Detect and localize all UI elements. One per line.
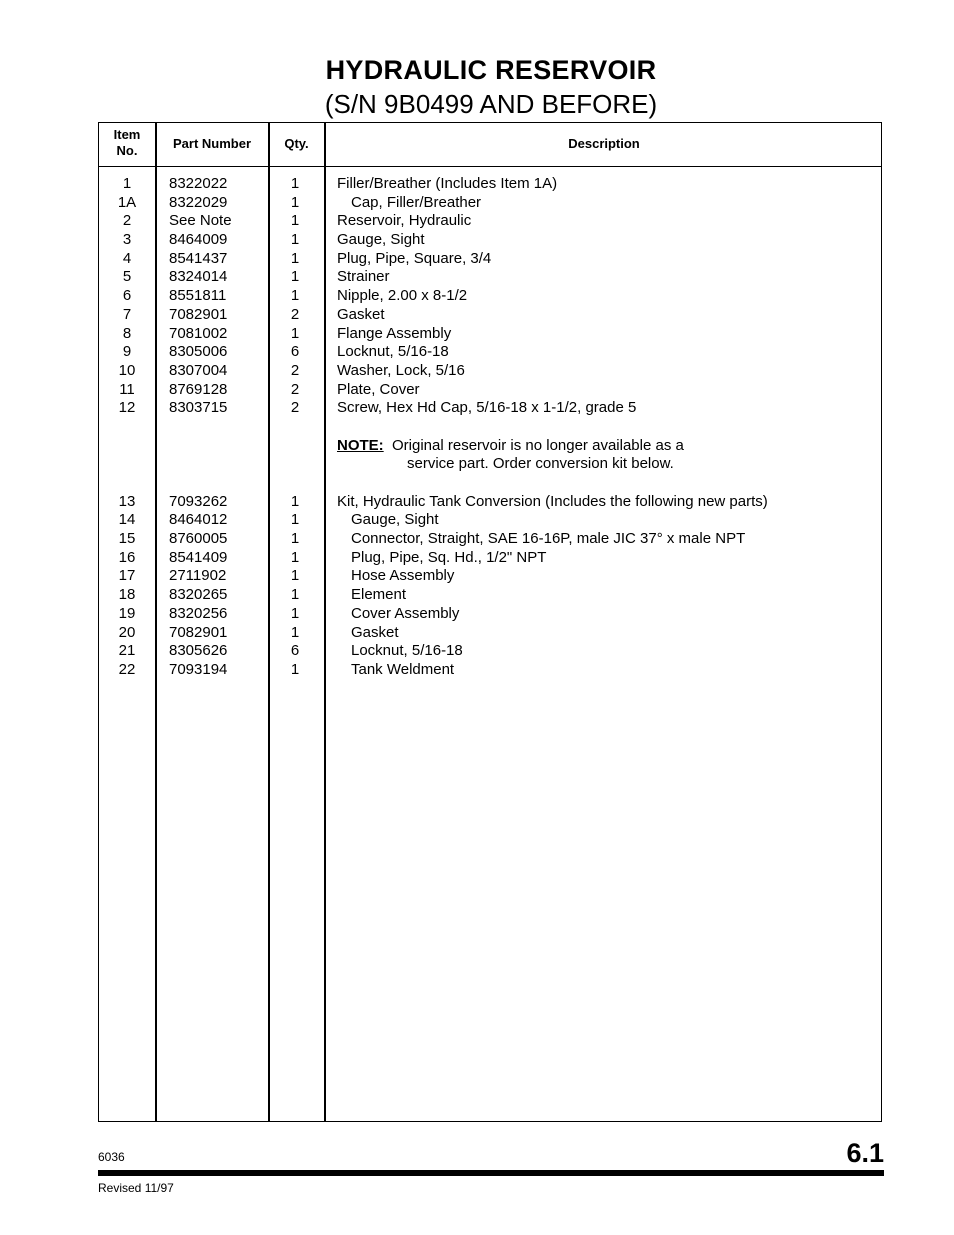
quantity: 6 bbox=[290, 642, 300, 660]
item-number: 19 bbox=[118, 604, 136, 622]
table-row bbox=[99, 343, 881, 362]
part-number: 7093194 bbox=[169, 660, 228, 678]
description: Gauge, Sight bbox=[337, 231, 425, 249]
quantity: 6 bbox=[290, 343, 300, 361]
document-code: 6036 bbox=[98, 1150, 125, 1164]
item-number: 7 bbox=[122, 305, 132, 323]
item-number: 4 bbox=[122, 249, 132, 267]
quantity: 1 bbox=[290, 623, 300, 641]
table-row bbox=[99, 605, 881, 624]
description: Gasket bbox=[337, 305, 385, 323]
table-row bbox=[99, 661, 881, 680]
description: Plug, Pipe, Square, 3/4 bbox=[337, 249, 492, 267]
table-row bbox=[99, 549, 881, 568]
part-number: 8324014 bbox=[169, 268, 228, 286]
parts-rows bbox=[99, 175, 881, 680]
part-number: 8541437 bbox=[169, 249, 228, 267]
description: Cover Assembly bbox=[351, 604, 460, 622]
description: Hose Assembly bbox=[351, 567, 455, 585]
page-title: HYDRAULIC RESERVOIR bbox=[325, 55, 657, 85]
part-number: 8322022 bbox=[169, 175, 228, 192]
item-number: 16 bbox=[118, 548, 136, 566]
table-row bbox=[99, 511, 881, 530]
header-item-line2: No. bbox=[116, 143, 138, 158]
description: Plug, Pipe, Sq. Hd., 1/2" NPT bbox=[351, 548, 547, 566]
part-number: 8760005 bbox=[169, 530, 228, 548]
item-number: 1 bbox=[122, 175, 132, 192]
table-row bbox=[99, 362, 881, 381]
quantity: 1 bbox=[290, 511, 300, 529]
page-subtitle: (S/N 9B0499 AND BEFORE) bbox=[324, 89, 658, 119]
quantity: 1 bbox=[290, 231, 300, 249]
note-line1: Original reservoir is no longer available as a bbox=[392, 436, 684, 454]
table-row bbox=[99, 530, 881, 549]
part-number: 2711902 bbox=[169, 567, 227, 585]
part-number: 8305626 bbox=[169, 642, 228, 660]
part-number: 7082901 bbox=[169, 623, 228, 641]
description: Locknut, 5/16-18 bbox=[351, 642, 463, 660]
part-number: 8320256 bbox=[169, 604, 228, 622]
description: Locknut, 5/16-18 bbox=[337, 343, 449, 361]
quantity: 1 bbox=[290, 660, 300, 678]
table-row bbox=[99, 586, 881, 605]
part-number: 8551811 bbox=[169, 287, 227, 305]
table-row bbox=[99, 268, 881, 287]
part-number: 8541409 bbox=[169, 548, 228, 566]
note-label: NOTE: bbox=[337, 436, 384, 454]
quantity: 1 bbox=[290, 212, 300, 230]
table-row bbox=[99, 306, 881, 325]
description: Gauge, Sight bbox=[351, 511, 439, 529]
header-part-number: Part Number bbox=[172, 136, 252, 151]
table-row bbox=[99, 250, 881, 269]
quantity: 1 bbox=[290, 268, 300, 286]
quantity: 2 bbox=[290, 361, 300, 379]
description: Connector, Straight, SAE 16-16P, male JIC 37° x male NPT bbox=[351, 530, 746, 548]
quantity: 1 bbox=[290, 249, 300, 267]
table-row bbox=[99, 212, 881, 231]
item-number: 15 bbox=[118, 530, 136, 548]
part-number: 8464012 bbox=[169, 511, 228, 529]
header-description: Description bbox=[568, 136, 640, 151]
item-number: 8 bbox=[122, 324, 132, 342]
item-number: 2 bbox=[122, 212, 132, 230]
note-row bbox=[99, 437, 881, 456]
quantity: 1 bbox=[290, 567, 300, 585]
item-number: 3 bbox=[122, 231, 132, 249]
part-number: 7093262 bbox=[169, 492, 228, 510]
part-number: 7082901 bbox=[169, 305, 228, 323]
description: Filler/Breather (Includes Item 1A) bbox=[337, 175, 558, 192]
note-row bbox=[99, 455, 881, 474]
description: Screw, Hex Hd Cap, 5/16-18 x 1-1/2, grade 5 bbox=[337, 399, 637, 417]
item-number: 10 bbox=[118, 361, 136, 379]
part-number: See Note bbox=[169, 212, 232, 230]
item-number: 14 bbox=[118, 511, 136, 529]
description: Plate, Cover bbox=[337, 380, 420, 398]
description: Tank Weldment bbox=[351, 660, 455, 678]
part-number: 8769128 bbox=[169, 380, 228, 398]
header-divider bbox=[99, 166, 881, 167]
table-row bbox=[99, 231, 881, 250]
description: Gasket bbox=[351, 623, 399, 641]
table-row bbox=[99, 381, 881, 400]
table-row bbox=[99, 325, 881, 344]
description: Element bbox=[351, 586, 407, 604]
revised-date: Revised 11/97 bbox=[98, 1181, 174, 1195]
table-row bbox=[99, 194, 881, 213]
parts-table bbox=[98, 122, 882, 1122]
item-number: 22 bbox=[118, 660, 136, 678]
part-number: 8320265 bbox=[169, 586, 228, 604]
quantity: 1 bbox=[290, 604, 300, 622]
quantity: 1 bbox=[290, 175, 300, 192]
part-number: 7081002 bbox=[169, 324, 228, 342]
description: Cap, Filler/Breather bbox=[351, 193, 482, 211]
item-number: 20 bbox=[118, 623, 136, 641]
note-line2: service part. Order conversion kit below. bbox=[407, 455, 674, 473]
table-row bbox=[99, 624, 881, 643]
table-row bbox=[99, 399, 881, 418]
description: Nipple, 2.00 x 8-1/2 bbox=[337, 287, 468, 305]
quantity: 1 bbox=[290, 492, 300, 510]
description: Reservoir, Hydraulic bbox=[337, 212, 472, 230]
item-number: 12 bbox=[118, 399, 136, 417]
part-number: 8464009 bbox=[169, 231, 228, 249]
description: Strainer bbox=[337, 268, 390, 286]
item-number: 1A bbox=[117, 193, 137, 211]
item-number: 21 bbox=[118, 642, 136, 660]
quantity: 1 bbox=[290, 530, 300, 548]
description: Kit, Hydraulic Tank Conversion (Includes the following new parts) bbox=[337, 492, 768, 510]
header-item-no bbox=[99, 127, 155, 159]
part-number: 8307004 bbox=[169, 361, 228, 379]
part-number: 8305006 bbox=[169, 343, 228, 361]
item-number: 17 bbox=[118, 567, 136, 585]
table-row bbox=[99, 175, 881, 194]
spacer-row bbox=[99, 418, 881, 437]
quantity: 2 bbox=[290, 305, 300, 323]
item-number: 18 bbox=[118, 586, 136, 604]
table-row bbox=[99, 287, 881, 306]
table-row bbox=[99, 567, 881, 586]
item-number: 5 bbox=[122, 268, 132, 286]
quantity: 1 bbox=[290, 193, 300, 211]
footer-rule bbox=[98, 1170, 884, 1176]
description: Washer, Lock, 5/16 bbox=[337, 361, 465, 379]
header-qty: Qty. bbox=[284, 136, 309, 151]
table-row bbox=[99, 642, 881, 661]
quantity: 1 bbox=[290, 287, 300, 305]
part-number: 8303715 bbox=[169, 399, 228, 417]
description: Flange Assembly bbox=[337, 324, 452, 342]
quantity: 1 bbox=[290, 586, 300, 604]
quantity: 2 bbox=[290, 380, 300, 398]
item-number: 13 bbox=[118, 492, 136, 510]
item-number: 9 bbox=[122, 343, 132, 361]
table-row bbox=[99, 493, 881, 512]
header-item-line1: Item bbox=[113, 127, 141, 142]
item-number: 11 bbox=[119, 380, 135, 398]
item-number: 6 bbox=[122, 287, 132, 305]
quantity: 1 bbox=[290, 324, 300, 342]
quantity: 2 bbox=[290, 399, 300, 417]
spacer-row bbox=[99, 474, 881, 493]
part-number: 8322029 bbox=[169, 193, 228, 211]
page-number: 6.1 bbox=[846, 1138, 884, 1168]
quantity: 1 bbox=[290, 548, 300, 566]
